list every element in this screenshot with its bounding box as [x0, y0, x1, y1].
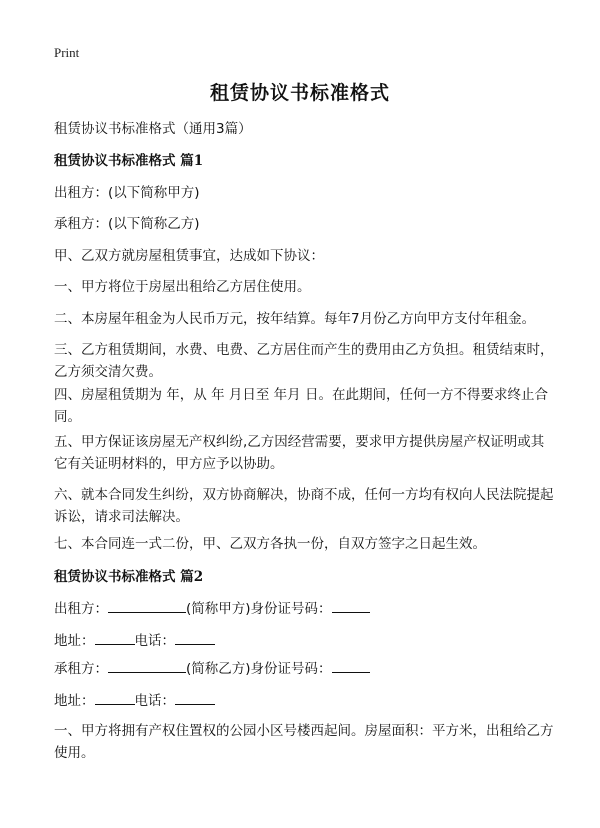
address-label: 地址：: [54, 693, 95, 709]
section2-heading: 租赁协议书标准格式 篇2: [54, 569, 204, 585]
clause-5: 五、甲方保证该房屋无产权纠纷,乙方因经营需要，要求甲方提供房屋产权证明或其它有关证明材料的，甲方应予以协助。: [54, 434, 545, 472]
lessee-id-label: (简称乙方)身份证号码：: [186, 661, 332, 677]
lessor-fill-line: [54, 598, 554, 620]
section1-heading: 租赁协议书标准格式 篇1: [54, 153, 204, 169]
phone-label: 电话：: [134, 693, 175, 709]
lessor-name-blank: [108, 598, 186, 613]
clause-3: 三、乙方租赁期间，水费、电费、乙方居住而产生的费用由乙方负担。租赁结束时，乙方须交清欠费。: [54, 342, 554, 380]
lessee-address-line: [54, 690, 554, 712]
lessor-label: 出租方：: [54, 601, 108, 617]
address-blank: [95, 690, 135, 705]
document-subtitle: 租赁协议书标准格式（通用3篇）: [54, 121, 252, 137]
lessee-name-blank: [108, 658, 186, 673]
clause-1: 一、甲方将位于房屋出租给乙方居住使用。: [54, 279, 311, 295]
clause-7: 七、本合同连一式二份，甲、乙双方各执一份，自双方签字之日起生效。: [54, 536, 486, 552]
clause-4: 四、房屋租赁期为 年，从 年 月日至 年月 日。在此期间，任何一方不得要求终止合同。: [54, 387, 548, 425]
phone-blank: [175, 690, 215, 705]
clause-2: 二、本房屋年租金为人民币万元，按年结算。每年7月份乙方向甲方支付年租金。: [54, 311, 536, 327]
address-blank: [95, 630, 135, 645]
lessor-address-line: [54, 630, 554, 652]
agreement-intro: 甲、乙双方就房屋租赁事宜，达成如下协议：: [54, 248, 324, 264]
clause-6: 六、就本合同发生纠纷，双方协商解决，协商不成，任何一方均有权向人民法院提起诉讼，请求司法解决。: [54, 487, 554, 525]
lessee-label: 承租方：: [54, 661, 108, 677]
document-title: 租赁协议书标准格式: [209, 82, 390, 104]
lessee-id-blank: [332, 658, 370, 673]
lessor-id-blank: [332, 598, 370, 613]
lessee-fill-line: [54, 658, 554, 680]
lessor-id-label: (简称甲方)身份证号码：: [186, 601, 332, 617]
print-link[interactable]: Print: [54, 45, 80, 60]
phone-label: 电话：: [134, 633, 175, 649]
phone-blank: [175, 630, 215, 645]
section2-clause-1: 一、甲方将拥有产权住置权的公园小区号楼西起间。房屋面积：平方米，出租给乙方使用。: [54, 723, 554, 761]
lessor-line: 出租方：(以下简称甲方): [54, 185, 200, 201]
lessee-line: 承租方：(以下简称乙方): [54, 216, 200, 232]
address-label: 地址：: [54, 633, 95, 649]
